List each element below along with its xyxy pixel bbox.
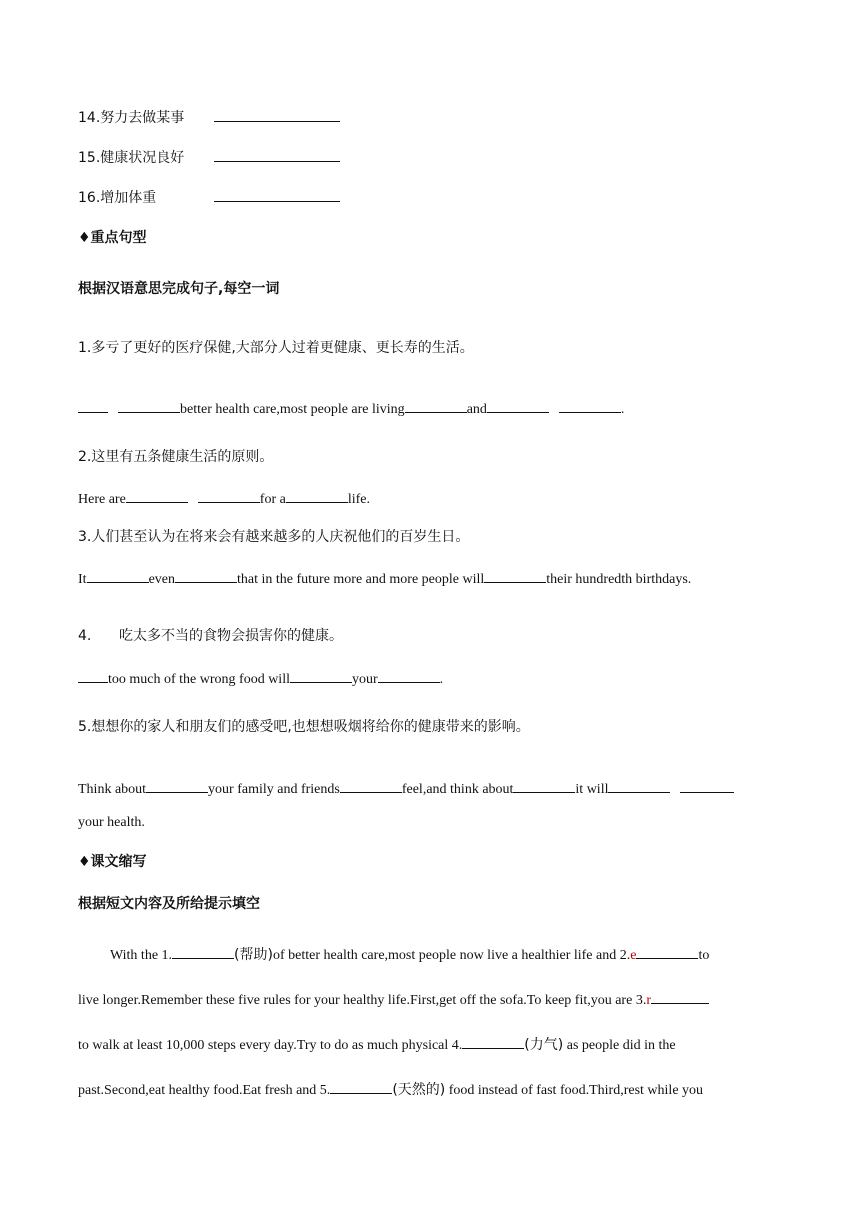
passage-text: as people did in the — [563, 1038, 676, 1053]
answer-blank[interactable] — [214, 148, 340, 162]
section-heading-key-sentences: ♦重点句型 — [78, 230, 147, 246]
answer-blank[interactable] — [78, 399, 108, 413]
sentence-1-english — [78, 399, 624, 419]
sentence-3-chinese: 3.人们甚至认为在将来会有越来越多的人庆祝他们的百岁生日。 — [78, 529, 470, 545]
passage-text: to walk at least 10,000 steps every day.Try to do as much physical 4. — [78, 1038, 463, 1053]
sentence-text: that in the future more and more people will — [237, 572, 485, 587]
sentence-text: better health care,most people are living — [180, 402, 405, 417]
answer-blank[interactable] — [198, 489, 260, 503]
passage-text: food instead of fast food.Third,rest while you — [445, 1083, 704, 1098]
sentence-3-english — [78, 569, 691, 589]
section-heading-summary: ♦课文缩写 — [78, 854, 147, 870]
answer-blank[interactable] — [290, 669, 352, 683]
sentence-number: 4. — [78, 628, 92, 644]
answer-blank[interactable] — [78, 669, 108, 683]
sentence-4-english — [78, 669, 443, 689]
passage-line-3 — [78, 1035, 676, 1055]
answer-blank[interactable] — [462, 1035, 524, 1049]
sentence-text: It — [78, 572, 87, 587]
answer-blank[interactable] — [172, 945, 234, 959]
sentence-text: . — [439, 672, 444, 687]
answer-blank[interactable] — [126, 489, 188, 503]
vocab-label: 15.健康状况良好 — [78, 150, 185, 166]
sentence-4-chinese — [78, 627, 343, 645]
sentence-text: it will — [575, 782, 609, 797]
sentence-2-english — [78, 489, 370, 509]
answer-blank[interactable] — [330, 1080, 392, 1094]
sentence-1-chinese: 1.多亏了更好的医疗保健,大部分人过着更健康、更长寿的生活。 — [78, 340, 474, 356]
answer-blank[interactable] — [214, 108, 340, 122]
sentence-text: your — [351, 672, 378, 687]
answer-blank[interactable] — [146, 779, 208, 793]
sentence-5-chinese: 5.想想你的家人和朋友们的感受吧,也想想吸烟将给你的健康带来的影响。 — [78, 719, 530, 735]
answer-blank[interactable] — [608, 779, 670, 793]
vocab-label: 16.增加体重 — [78, 190, 157, 206]
sentence-text: your family and friends — [208, 782, 340, 797]
vocab-item-15 — [78, 148, 340, 168]
passage-text: With the 1. — [110, 948, 173, 963]
sentence-5-english — [78, 779, 734, 799]
answer-blank[interactable] — [680, 779, 734, 793]
first-letter-hint: e — [630, 948, 637, 963]
section-instruction: 根据短文内容及所给提示填空 — [78, 896, 260, 912]
passage-line-4 — [78, 1080, 703, 1100]
vocab-label: 14.努力去做某事 — [78, 110, 185, 126]
vocab-item-14 — [78, 108, 340, 128]
passage-text: of better health care,most people now live a healthier life and 2. — [272, 948, 631, 963]
answer-blank[interactable] — [175, 569, 237, 583]
sentence-text: Think about — [78, 782, 147, 797]
answer-blank[interactable] — [636, 945, 698, 959]
answer-blank[interactable] — [87, 569, 149, 583]
first-letter-hint: r — [646, 993, 651, 1008]
answer-blank[interactable] — [513, 779, 575, 793]
answer-blank[interactable] — [487, 399, 549, 413]
answer-blank[interactable] — [378, 669, 440, 683]
hint-text: (帮助) — [234, 947, 273, 963]
passage-line-2 — [78, 990, 709, 1010]
sentence-text: feel,and think about — [401, 782, 514, 797]
hint-text: (天然的) — [392, 1082, 446, 1098]
vocab-item-16 — [78, 188, 340, 208]
sentence-text: even — [148, 572, 175, 587]
passage-text: live longer.Remember these five rules for your healthy life.First,get off the sofa.To keep fit,you are 3. — [78, 993, 647, 1008]
answer-blank[interactable] — [405, 399, 467, 413]
sentence-text: too much of the wrong food will — [108, 672, 290, 687]
sentence-text: and — [466, 402, 487, 417]
answer-blank[interactable] — [651, 990, 709, 1004]
answer-blank[interactable] — [484, 569, 546, 583]
passage-text: past.Second,eat healthy food.Eat fresh and 5. — [78, 1083, 331, 1098]
sentence-text: Here are — [78, 492, 126, 507]
sentence-text: their hundredth birthdays. — [546, 572, 692, 587]
sentence-text: . — [620, 402, 625, 417]
sentence-5-english-cont: your health. — [78, 815, 145, 830]
passage-text: to — [698, 948, 710, 963]
passage-line-1 — [78, 945, 709, 965]
answer-blank[interactable] — [340, 779, 402, 793]
sentence-text: life. — [347, 492, 370, 507]
sentence-text: 吃太多不当的食物会损害你的健康。 — [119, 628, 343, 644]
sentence-2-chinese: 2.这里有五条健康生活的原则。 — [78, 449, 274, 465]
answer-blank[interactable] — [214, 188, 340, 202]
sentence-text: for a — [259, 492, 286, 507]
hint-text: (力气) — [524, 1037, 564, 1053]
section-instruction: 根据汉语意思完成句子,每空一词 — [78, 281, 280, 297]
answer-blank[interactable] — [559, 399, 621, 413]
answer-blank[interactable] — [286, 489, 348, 503]
answer-blank[interactable] — [118, 399, 180, 413]
